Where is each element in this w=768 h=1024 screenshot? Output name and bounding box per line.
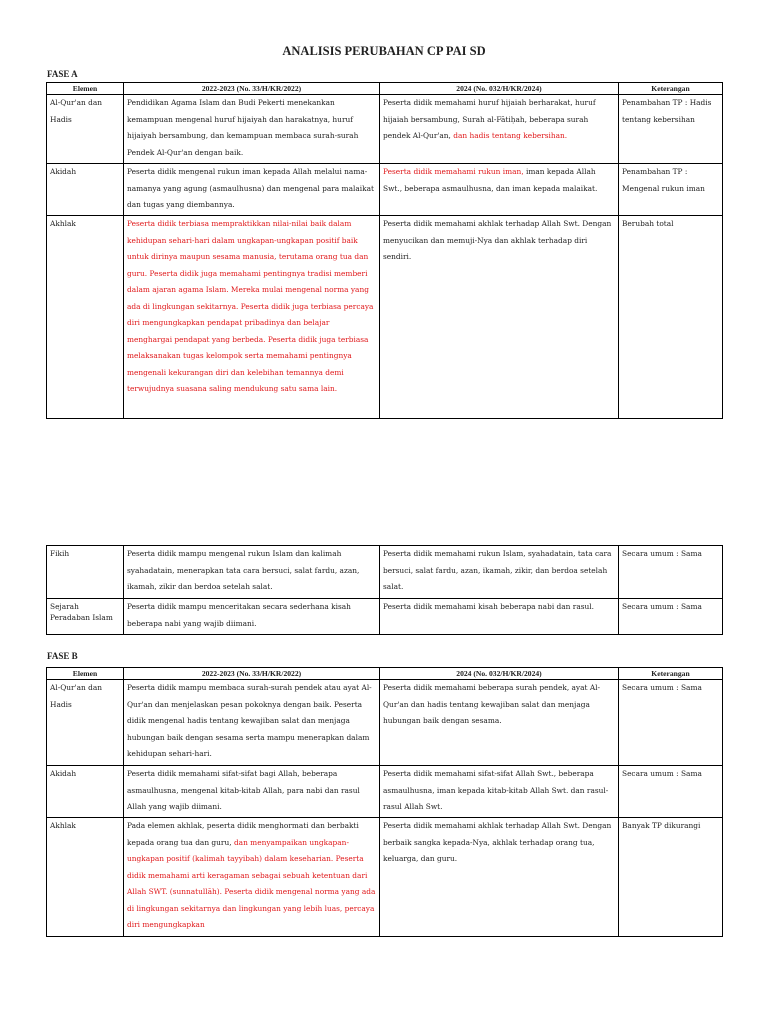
fase-b-label: FASE B xyxy=(47,651,78,661)
header-new: 2024 (No. 032/H/KR/2024) xyxy=(380,668,619,680)
header-elemen: Elemen xyxy=(47,83,124,95)
table-row xyxy=(47,766,723,818)
elemen-cell: Akidah xyxy=(47,164,124,216)
header-keterangan: Keterangan xyxy=(619,83,723,95)
highlight-text: dan hadis tentang kebersihan. xyxy=(453,131,568,140)
header-new: 2024 (No. 032/H/KR/2024) xyxy=(380,83,619,95)
old-cell: Peserta didik memahami sifat-sifat bagi Allah, beberapa asmaulhusna, mengenal kitab-kitab Allah, para nabi dan rasul Allah yang wajib diimani. xyxy=(124,766,380,818)
new-cell: Peserta didik memahami beberapa surah pendek, ayat Al-Qur'an dan hadis tentang kewajiban salat dan menjaga hubungan baik dengan sesama. xyxy=(380,680,619,766)
old-cell: Peserta didik mampu menceritakan secara sederhana kisah beberapa nabi yang wajib diimani. xyxy=(124,599,380,635)
elemen-cell: Akidah xyxy=(47,766,124,818)
elemen-cell: Al-Qur'an dan Hadis xyxy=(47,680,124,766)
keterangan-cell: Penambahan TP : Hadis tentang kebersihan xyxy=(619,95,723,164)
fase-a-table xyxy=(46,82,723,419)
table-row xyxy=(47,546,723,599)
old-cell: Pada elemen akhlak, peserta didik menghormati dan berbakti kepada orang tua dan guru, dan menyampaikan ungkapan-ungkapan positif (kalimah tayyibah) dalam keseharian. Peserta didik memahami arti keragaman sebagai sebuah ketentuan dari Allah SWT. (sunnatullāh). Peserta didik mengenal norma yang ada di lingkungan sekitarnya dan lingkungan yang lebih luas, percaya diri mengungkapkan xyxy=(124,818,380,937)
elemen-cell: Akhlak xyxy=(47,216,124,419)
old-cell: Peserta didik mampu mengenal rukun Islam dan kalimah syahadatain, menerapkan tata cara bersuci, salat fardu, azan, ikamah, zikir dan berdoa setelah salat. xyxy=(124,546,380,599)
page-title: ANALISIS PERUBAHAN CP PAI SD xyxy=(282,44,486,58)
keterangan-cell: Berubah total xyxy=(619,216,723,419)
table-header-row xyxy=(47,83,723,95)
keterangan-cell: Secara umum : Sama xyxy=(619,680,723,766)
keterangan-cell: Secara umum : Sama xyxy=(619,599,723,635)
table-row xyxy=(47,95,723,164)
header-old: 2022-2023 (No. 33/H/KR/2022) xyxy=(124,668,380,680)
header-keterangan: Keterangan xyxy=(619,668,723,680)
highlight-text: Peserta didik memahami rukun iman, xyxy=(383,167,524,176)
elemen-cell: Fikih xyxy=(47,546,124,599)
new-cell: Peserta didik memahami huruf hijaiah berharakat, huruf hijaiah bersambung, Surah al-Fātiḥah, beberapa surah pendek Al-Qur'an, dan hadis tentang kebersihan. xyxy=(380,95,619,164)
old-cell: Peserta didik mampu membaca surah-surah pendek atau ayat Al-Qur'an dan menjelaskan pesan pokoknya dengan baik. Peserta didik mengenal hadis tentang kewajiban salat dan menjaga hubungan baik dengan sesama serta mampu menerapkan dalam kehidupan sehari-hari. xyxy=(124,680,380,766)
table-row xyxy=(47,216,723,419)
fase-a-table-continued xyxy=(46,545,723,635)
table-row xyxy=(47,164,723,216)
new-cell: Peserta didik memahami akhlak terhadap Allah Swt. Dengan berbaik sangka kepada-Nya, akhlak terhadap orang tua, keluarga, dan guru. xyxy=(380,818,619,937)
keterangan-cell: Banyak TP dikurangi xyxy=(619,818,723,937)
elemen-cell: Sejarah Peradaban Islam xyxy=(47,599,124,635)
keterangan-cell: Secara umum : Sama xyxy=(619,546,723,599)
highlight-text: dan menyampaikan ungkapan-ungkapan positif (kalimah tayyibah) dalam keseharian. Peserta didik memahami arti keragaman sebagai sebuah ketentuan dari Allah SWT. (sunnatullāh). Peserta didik mengenal norma yang ada di lingkungan sekitarnya dan lingkungan yang lebih luas, percaya diri mengungkapkan xyxy=(127,837,376,929)
old-cell: Peserta didik terbiasa mempraktikkan nilai-nilai baik dalam kehidupan sehari-hari dalam ungkapan-ungkapan positif baik untuk dirinya maupun sesama manusia, terutama orang tua dan guru. Peserta didik juga memahami pentingnya tradisi memberi dalam ajaran agama Islam. Mereka mulai mengenal norma yang ada di lingkungan sekitarnya. Peserta didik juga terbiasa percaya diri mengungkapkan pendapat pribadinya dan belajar menghargai pendapat yang berbeda. Peserta didik juga terbiasa melaksanakan tugas kelompok serta memahami pentingnya mengenali kekurangan diri dan kelebihan temannya demi terwujudnya suasana saling mendukung satu sama lain. xyxy=(124,216,380,419)
new-cell: Peserta didik memahami rukun iman, iman kepada Allah Swt., beberapa asmaulhusna, dan iman kepada malaikat. xyxy=(380,164,619,216)
header-old: 2022-2023 (No. 33/H/KR/2022) xyxy=(124,83,380,95)
fase-b-table xyxy=(46,667,723,937)
elemen-cell: Akhlak xyxy=(47,818,124,937)
new-cell: Peserta didik memahami kisah beberapa nabi dan rasul. xyxy=(380,599,619,635)
old-cell: Pendidikan Agama Islam dan Budi Pekerti menekankan kemampuan mengenal huruf hijaiyah dan harakatnya, huruf hijaiyah bersambung, dan kemampuan membaca surah-surah Pendek Al-Qur'an dengan baik. xyxy=(124,95,380,164)
table-header-row xyxy=(47,668,723,680)
new-cell: Peserta didik memahami rukun Islam, syahadatain, tata cara bersuci, salat fardu, azan, ikamah, zikir, dan berdoa setelah salat. xyxy=(380,546,619,599)
table-row xyxy=(47,680,723,766)
new-cell: Peserta didik memahami sifat-sifat Allah Swt., beberapa asmaulhusna, iman kepada kitab-kitab Allah Swt. dan rasul-rasul Allah Swt. xyxy=(380,766,619,818)
header-elemen: Elemen xyxy=(47,668,124,680)
keterangan-cell: Penambahan TP : Mengenal rukun iman xyxy=(619,164,723,216)
old-cell: Peserta didik mengenal rukun iman kepada Allah melalui nama-namanya yang agung (asmaulhusna) dan mengenal para malaikat dan tugas yang diembannya. xyxy=(124,164,380,216)
keterangan-cell: Secara umum : Sama xyxy=(619,766,723,818)
table-row xyxy=(47,599,723,635)
fase-a-label: FASE A xyxy=(47,69,78,79)
table-row xyxy=(47,818,723,937)
new-cell: Peserta didik memahami akhlak terhadap Allah Swt. Dengan menyucikan dan memuji-Nya dan akhlak terhadap diri sendiri. xyxy=(380,216,619,419)
elemen-cell: Al-Qur'an dan Hadis xyxy=(47,95,124,164)
